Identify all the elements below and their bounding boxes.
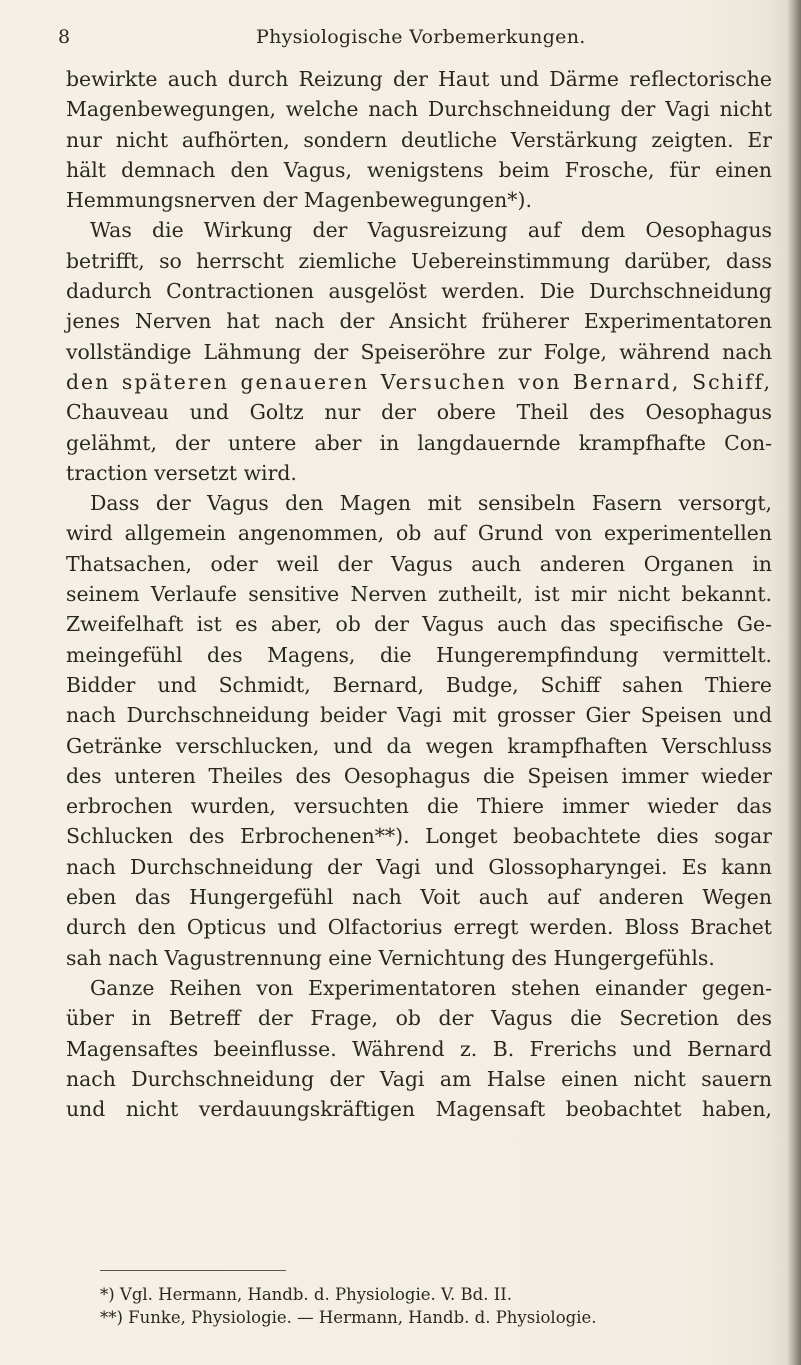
text-line: durch den Opticus und Olfactorius erregt werden. Bloss Brachet (66, 915, 772, 940)
text-line: Dass der Vagus den Magen mit sensibeln Fasern versorgt, (90, 491, 772, 516)
text-line: jenes Nerven hat nach der Ansicht früherer Experimentatoren (66, 309, 772, 334)
text-line: gelähmt, der untere aber in langdauernde krampfhafte Con- (66, 430, 772, 455)
paragraph-2 (66, 215, 772, 488)
running-title: Physiologische Vorbemerkungen. (256, 26, 586, 48)
page-edge-shadow (787, 0, 801, 1365)
text-line: nur nicht aufhörten, sondern deutliche Verstärkung zeigten. Er (66, 127, 772, 152)
text-line: sah nach Vagustrennung eine Vernichtung des Hungergefühls. (66, 945, 715, 970)
text-line: erbrochen wurden, versuchten die Thiere immer wieder das (66, 794, 772, 819)
text-line: nach Durchschneidung der Vagi und Glossopharyngei. Es kann (66, 854, 772, 879)
text-line: Hemmungsnerven der Magenbewegungen*). (66, 188, 532, 213)
text-line: Zweifelhaft ist es aber, ob der Vagus auch das specifische Ge- (66, 612, 772, 637)
text-line: wird allgemein angenommen, ob auf Grund von experimentellen (66, 521, 772, 546)
footnote-2: **) Funke, Physiologie. — Hermann, Handb. d. Physiologie. (100, 1308, 597, 1327)
text-line: nach Durchschneidung der Vagi am Halse einen nicht sauern (66, 1066, 772, 1091)
text-line: seinem Verlaufe sensitive Nerven zutheilt, ist mir nicht bekannt. (66, 582, 772, 607)
footnote-1: *) Vgl. Hermann, Handb. d. Physiologie. V. Bd. II. (100, 1285, 512, 1304)
text-line: eben das Hungergefühl nach Voit auch auf anderen Wegen (66, 885, 772, 910)
footnotes (100, 1283, 760, 1329)
text-line: meingefühl des Magens, die Hungerempfindung vermittelt. (66, 642, 772, 667)
body-text (66, 64, 772, 1124)
text-line: und nicht verdauungskräftigen Magensaft beobachtet haben, (66, 1097, 772, 1122)
text-line: Magensaftes beeinflusse. Während z. B. Frerichs und Bernard (66, 1036, 772, 1061)
page-number: 8 (58, 26, 71, 48)
text-line: Chauveau und Goltz nur der obere Theil des Oesophagus (66, 400, 772, 425)
text-line: hält demnach den Vagus, wenigstens beim Frosche, für einen (66, 157, 772, 182)
text-line: Schlucken des Erbrochenen**). Longet beobachtete dies sogar (66, 824, 772, 849)
text-line: bewirkte auch durch Reizung der Haut und Därme reflectorische (66, 67, 772, 91)
text-line: über in Betreff der Frage, ob der Vagus die Secretion des (66, 1006, 772, 1031)
paragraph-4 (66, 973, 772, 1124)
text-line: Ganze Reihen von Experimentatoren stehen einander gegen- (90, 975, 772, 1000)
text-line: dadurch Contractionen ausgelöst werden. Die Durchschneidung (66, 279, 772, 304)
text-line: Thatsachen, oder weil der Vagus auch anderen Organen in (66, 551, 772, 576)
text-line: den späteren genaueren Versuchen von Bernard, Schiff, (66, 369, 772, 394)
text-line: Was die Wirkung der Vagusreizung auf dem Oesophagus (90, 218, 772, 243)
text-line: betrifft, so herrscht ziemliche Uebereinstimmung darüber, dass (66, 248, 772, 273)
page-header (58, 22, 758, 52)
text-line: des unteren Theiles des Oesophagus die Speisen immer wieder (66, 763, 772, 788)
text-line: Getränke verschlucken, und da wegen krampfhaften Verschluss (66, 733, 772, 758)
text-line: Bidder und Schmidt, Bernard, Budge, Schiff sahen Thiere (66, 672, 772, 697)
text-line: traction versetzt wird. (66, 460, 297, 485)
text-line: nach Durchschneidung beider Vagi mit grosser Gier Speisen und (66, 703, 772, 728)
paragraph-1 (66, 64, 772, 215)
footnote-divider (100, 1270, 286, 1271)
text-line: vollständige Lähmung der Speiseröhre zur Folge, während nach (66, 339, 772, 364)
paragraph-3 (66, 488, 772, 973)
text-line: Magenbewegungen, welche nach Durchschneidung der Vagi nicht (66, 97, 772, 122)
